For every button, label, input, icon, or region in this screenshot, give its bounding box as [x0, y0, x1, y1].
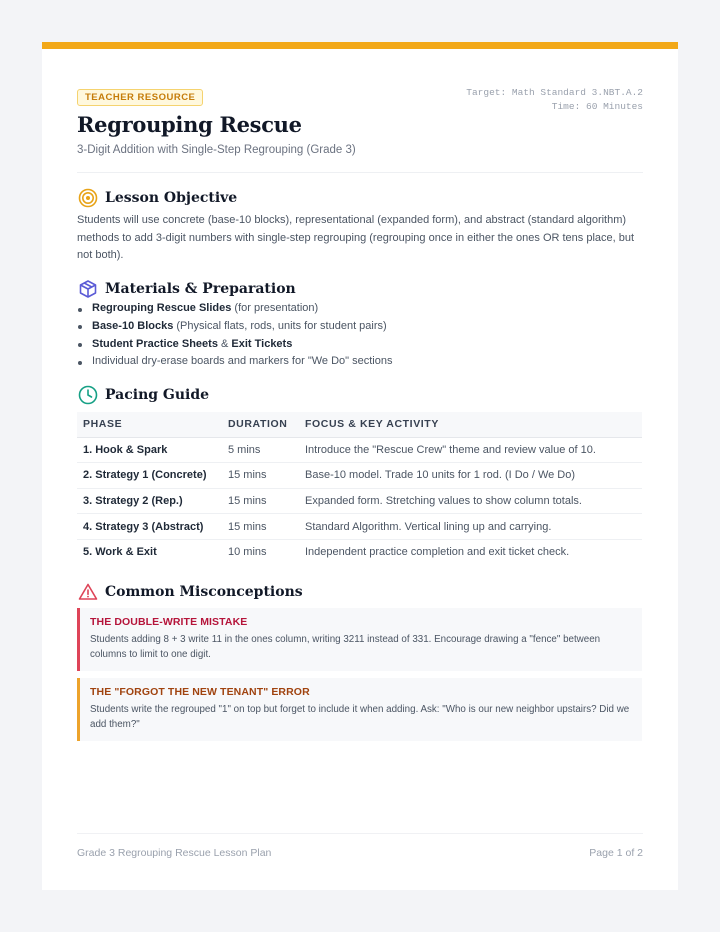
- column-header-duration: DURATION: [222, 412, 299, 437]
- box-icon: [77, 278, 99, 300]
- misconception-card: [77, 608, 642, 671]
- target-icon: [77, 187, 99, 209]
- lesson-time: Time: 60 Minutes: [551, 101, 643, 112]
- focus-cell: Expanded form. Stretching values to show column totals.: [299, 488, 642, 514]
- clock-icon: [77, 384, 99, 406]
- page-subtitle: 3-Digit Addition with Single-Step Regrouping (Grade 3): [77, 144, 356, 156]
- pacing-heading: [77, 384, 209, 406]
- objective-text: Students will use concrete (base-10 blocks), representational (expanded form), and abstract (standard algorithm) methods to add 3-digit numbers with single-step regrouping (regrouping once in either the ones OR tens place, but not both).: [77, 214, 635, 261]
- table-row: [77, 539, 642, 565]
- focus-cell: Independent practice completion and exit ticket check.: [305, 546, 570, 559]
- objective-heading: [77, 187, 237, 209]
- duration-cell: 15 mins: [222, 463, 299, 489]
- phase-cell: 3. Strategy 2 (Rep.): [77, 488, 222, 514]
- warning-icon: [77, 581, 99, 603]
- misconceptions-title: Common Misconceptions: [105, 584, 303, 600]
- column-header-focus: FOCUS & KEY ACTIVITY: [299, 412, 642, 437]
- table-row: [77, 437, 642, 463]
- pacing-table: [77, 412, 642, 565]
- misconceptions-heading: [77, 581, 303, 603]
- table-row: [77, 463, 642, 489]
- column-header-phase: PHASE: [77, 412, 222, 437]
- misconception-title: THE DOUBLE-WRITE MISTAKE: [90, 616, 248, 628]
- materials-title: Materials & Preparation: [105, 281, 296, 297]
- objective-title: Lesson Objective: [105, 190, 238, 206]
- misconception-text: Students adding 8 + 3 write 11 in the ones column, writing 3211 instead of 331. Encourage drawing a "fence" between columns to limit to one digit.: [90, 634, 601, 660]
- teacher-resource-badge: TEACHER RESOURCE: [77, 89, 203, 106]
- list-item: Regrouping Rescue Slides (for presentation): [77, 300, 392, 318]
- misconception-title: THE "FORGOT THE NEW TENANT" ERROR: [90, 686, 310, 698]
- pacing-title: Pacing Guide: [105, 387, 210, 403]
- table-row: [77, 514, 642, 540]
- focus-cell: Introduce the "Rescue Crew" theme and review value of 10.: [299, 437, 642, 463]
- table-row: [77, 488, 642, 514]
- footer-title: Grade 3 Regrouping Rescue Lesson Plan: [77, 847, 272, 859]
- misconception-text: Students write the regrouped "1" on top but forget to include it when adding. Ask: "Who is our new neighbor upstairs? Did we add them?": [90, 704, 630, 730]
- list-item: Base-10 Blocks (Physical flats, rods, units for student pairs): [77, 318, 392, 336]
- materials-heading: [77, 278, 296, 300]
- duration-cell: 5 mins: [222, 437, 299, 463]
- list-item: Student Practice Sheets & Exit Tickets: [77, 336, 392, 354]
- duration-cell: 10 mins: [228, 546, 267, 559]
- focus-cell: Base-10 model. Trade 10 units for 1 rod. (I Do / We Do): [299, 463, 642, 489]
- footer-divider: [77, 833, 643, 834]
- page-number: Page 1 of 2: [589, 847, 643, 859]
- lesson-plan-page: [42, 42, 678, 890]
- list-item: Individual dry-erase boards and markers for "We Do" sections: [77, 353, 392, 371]
- table-header-row: [77, 412, 642, 437]
- materials-list: [77, 300, 392, 371]
- phase-cell: 5. Work & Exit: [83, 546, 157, 559]
- duration-cell: 15 mins: [222, 488, 299, 514]
- misconception-card: [77, 678, 642, 741]
- duration-cell: 15 mins: [222, 514, 299, 540]
- header-divider: [77, 172, 643, 173]
- phase-cell: 2. Strategy 1 (Concrete): [77, 463, 222, 489]
- phase-cell: 1. Hook & Spark: [77, 437, 222, 463]
- phase-cell: 4. Strategy 3 (Abstract): [77, 514, 222, 540]
- focus-cell: Standard Algorithm. Vertical lining up and carrying.: [299, 514, 642, 540]
- page-title: Regrouping Rescue: [77, 112, 302, 137]
- target-standard: Target: Math Standard 3.NBT.A.2: [466, 87, 643, 98]
- standard-meta: [466, 86, 643, 114]
